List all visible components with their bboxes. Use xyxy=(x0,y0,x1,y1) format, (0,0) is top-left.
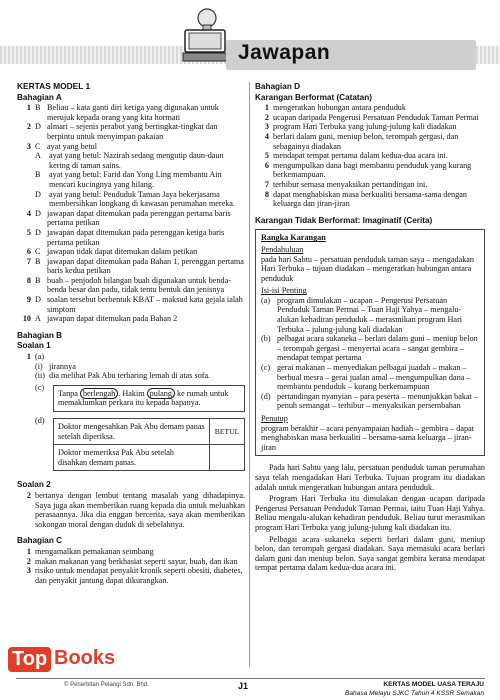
column-divider xyxy=(249,82,250,667)
watermark-logo-books: Books xyxy=(54,647,116,669)
soalan-1-title: Soalan 1 xyxy=(17,341,51,351)
list-item: 10 A jawapan dapat ditemukan pada Bahan 2 xyxy=(22,314,178,324)
page-title: Jawapan xyxy=(238,41,331,64)
penutup-text: program berakhir – acara penyampaian hadiah – gembira – dapat menghabiskan masa berkualiti – bersama-sama keluarga – jiran-jiran xyxy=(261,423,475,452)
answer-c-box: Tanpa berlengah . Hakim pulang ke rumah untuk memaklumkan perkara itu kepada bapanya. xyxy=(53,385,245,412)
pendahuluan-text: pada hari Sabtu – persatuan penduduk taman saya – mengadakan Hari Terbuka – tujuan diadakan – mengeratkan hubungan antara penduduk xyxy=(261,254,475,283)
rangka-karangan-box xyxy=(255,229,485,456)
book-subtitle: Bahasa Melayu SJKC Tahun 4 KSSR Semakan xyxy=(344,690,484,697)
list-item: 3 risiko untuk mendapat penyakit kronik seperti obesiti, diabetes, dan penyakit jantung dapat dikurangkan. xyxy=(26,566,243,585)
right-column xyxy=(255,82,485,575)
list-item: 1 (a) xyxy=(26,352,45,362)
sub-item: (i) jirannya xyxy=(35,361,76,371)
list-item: 2 D almari – sejenis perabot yang bertingkat-tingkat dan berpintu untuk menyimpan pakaian xyxy=(26,122,218,141)
bahagian-c-title: Bahagian C xyxy=(17,536,63,546)
left-column xyxy=(17,82,245,585)
essay-paragraph: Program Hari Terbuka itu dimulakan dengan ucapan daripada Pengerusi Persatuan Penduduk Taman Permai, iaitu Tuan Haji Yahya. Beliau mengalu-alukan kehadiran penduduk. Beliau turut merasmikan program Hari Terbuka yang julung-julung kali diadakan itu. xyxy=(255,494,485,532)
bahagian-d-title: Bahagian D xyxy=(255,82,301,91)
sub-item: D ayat yang betul: Penduduk Taman Jaya bekerjasama membersihkan longkang di kawasan perumahan mereka. xyxy=(35,189,235,209)
list-item: (b) pelbagai acara sukaneka – berlari dalam guni – meniup belon – terompah gergasi – menyertai acara – sangat gembira – mendapat tempat pertama xyxy=(261,334,478,363)
rangka-title: Rangka Karangan xyxy=(261,233,326,243)
isi-heading: Isi-isi Penting xyxy=(261,286,307,296)
list-item: (c) gerai makanan – menyediakan pelbagai juadah – makan – berbual mesra – gerai jualan amal – mengumpulkan dana – membantu penduduk – kurang berkemampuan xyxy=(261,363,471,392)
publisher-text: © Penerbitan Pelangi Sdn. Bhd. xyxy=(64,682,149,688)
answer-d-row-1: Doktor mengesahkan Pak Abu demam panas setelah diperiksa. BETUL xyxy=(53,418,245,445)
footer-line xyxy=(16,678,485,679)
sub-item: (ii) dia melihat Pak Abu terbaring lemah di atas sofa. xyxy=(35,371,211,381)
penutup-heading: Penutup xyxy=(261,414,288,423)
answer-d-row-2: Doktor memeriksa Pak Abu setelah disahkan demam panas. xyxy=(53,445,245,471)
list-item: 7 terhibur semasa menyaksikan pertandingan ini. xyxy=(264,179,428,189)
answer-c: (c) Tanpa berlengah . Hakim pulang ke rumah untuk memaklumkan perkara itu kepada bapanya. xyxy=(17,383,245,414)
bahagian-b-title: Bahagian B xyxy=(17,330,63,340)
list-item: 5 mendapat tempat pertama dalam kedua-dua acara ini. xyxy=(264,151,448,161)
soalan-2-title: Soalan 2 xyxy=(17,480,51,490)
list-item: 1 mengeratkan hubungan antara penduduk xyxy=(264,103,406,113)
computer-icon xyxy=(181,6,229,64)
essay-paragraph: Pada hari Sabtu yang lalu, persatuan penduduk taman perumahan saya telah mengadakan Hari Terbuka. Tujuan program itu diadakan adalah untuk mengeratkan hubungan antara penduduk. xyxy=(255,463,485,492)
circled-word: pulang xyxy=(147,388,175,399)
sub-item: B ayat yang betul: Farid dan Yong Ling membantu Ain mencari kucingnya yang hilang. xyxy=(35,170,222,189)
list-item: 8 dapat menghabiskan masa berkualiti bersama-sama dengan keluarga dan jiran-jiran xyxy=(264,189,467,209)
list-item: 2 makan makanan yang berkhasiat seperti sayur, buah, dan ikan xyxy=(26,556,238,566)
list-item: 3 program Hari Terbuka yang julung-julung kali diadakan xyxy=(264,122,457,132)
page-number: J1 xyxy=(238,681,249,691)
karangan-tidak-berformat-title: Karangan Tidak Berformat: Imaginatif (Cerita) xyxy=(255,215,433,225)
list-item: 6 mengumpulkan dana bagi membantu penduduk yang kurang berkemampuan. xyxy=(264,160,472,180)
answer-d: (d) Doktor mengesahkan Pak Abu demam panas setelah diperiksa. BETUL Doktor memeriksa Pak Abu setelah disahkan demam panas. xyxy=(17,416,245,471)
list-item: 2 ucapan daripada Pengerusi Persatuan Penduduk Taman Permai xyxy=(264,112,479,122)
betul-label: BETUL xyxy=(214,426,240,436)
circled-word: berlengah xyxy=(80,388,118,399)
list-item: 6 C jawapan tidak dapat ditemukan dalam petikan xyxy=(26,247,198,257)
list-item: 9 D soalan tersebut berbentuk KBAT – maksud kata gejala ialah simptom xyxy=(26,295,243,314)
list-item: 7 B jawapan dapat ditemukan pada Bahan 1, perenggan pertama baris kedua petikan xyxy=(26,256,244,276)
kertas-title: KERTAS MODEL 1 xyxy=(17,81,91,91)
book-series: KERTAS MODEL UASA TERAJU xyxy=(383,681,484,688)
list-item: 4 D jawapan dapat ditemukan pada perenggan pertama baris pertama petikan xyxy=(26,208,231,228)
list-item: 4 berlari dalam guni, meniup belon, terompah gergasi, dan sebagainya diadakan xyxy=(264,131,459,151)
list-item: 5 D jawapan dapat ditemukan pada perenggan ketiga baris pertama petikan xyxy=(26,227,225,247)
list-item: (d) pertandingan nyanyian – para peserta – menunjukkan bakat – penuh semangat – terhibur – menyaksikan persembahan xyxy=(261,391,478,411)
list-item: 2 bertanya dengan lembut tentang masalah yang dihadapinya. Saya juga akan memberikan ruang kepada dia untuk meluahkan perasaannya. Jika dia enggan bercerita, saya akan memberikan sokongan moral dengan duduk di sebelahnya. xyxy=(26,490,245,529)
header xyxy=(0,0,500,72)
list-item: 3 C ayat yang betul xyxy=(26,141,98,151)
list-item: (a) program dimulakan – ucapan – Pengerusi Persatuan Penduduk Taman Permai – Tuan Haji Yahya – mengalu-alukan kehadiran penduduk – merasmikan program Hari Terbuka – julung-julung kali diadakan xyxy=(261,295,463,334)
bahagian-a-title: Bahagian A xyxy=(17,92,62,102)
sub-item: A ayat yang betul: Nazirah sedang mengutip daun-daun kering di taman sains. xyxy=(35,151,224,170)
list-item: 8 B buah – penjodoh bilangan buah digunakan untuk benda-benda besar dan padu, tidak tentu bentuk dan jenisnya xyxy=(26,275,231,295)
watermark-logo-top: Top xyxy=(8,647,51,672)
list-item: 1 B Beliau – kata ganti diri ketiga yang digunakan untuk merujuk kepada orang yang kita hormati xyxy=(26,103,219,122)
bahagian-a-list xyxy=(17,103,245,324)
list-item: 1 mengamalkan pemakanan seimbang xyxy=(26,546,154,556)
pendahuluan-heading: Pendahuluan xyxy=(261,244,304,254)
karangan-berformat-title: Karangan Berformat (Catatan) xyxy=(255,92,372,102)
essay-paragraph: Pelbagai acara sukaneka seperti berlari dalam guni, meniup belon, dan terompah gergasi diadakan. Saya memasuki acara berlari dalam guni dan meniup belon. Saya sangat gembira kerana mendapat tempat pertama dalam kedua-dua acara ini. xyxy=(255,534,485,573)
